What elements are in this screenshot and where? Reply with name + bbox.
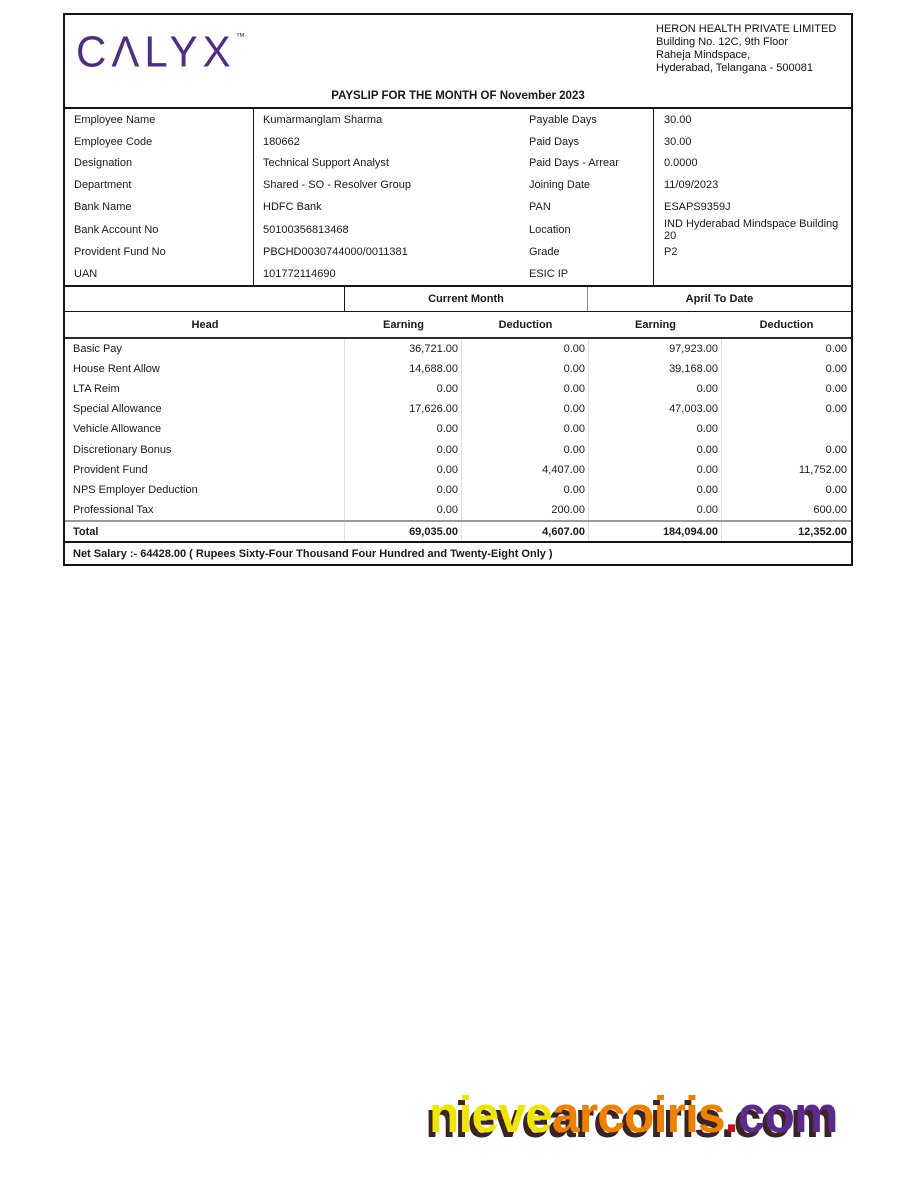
salary-value: 0.00 (462, 399, 589, 419)
info-value: IND Hyderabad Mindspace Building 20 (653, 218, 851, 242)
watermark-dot: . (724, 1086, 738, 1143)
info-value: PBCHD0030744000/0011381 (263, 246, 408, 259)
salary-value: 0.00 (589, 419, 722, 439)
column-header-deduction: Deduction (498, 318, 553, 331)
payslip-header (65, 15, 851, 109)
info-value (653, 263, 851, 285)
group-header-april-to-date: April To Date (685, 293, 754, 305)
salary-value: 4,407.00 (462, 460, 589, 480)
salary-value: 0.00 (462, 440, 589, 460)
salary-value: 0.00 (825, 483, 847, 496)
salary-value: 11,752.00 (798, 463, 847, 476)
table-row (65, 399, 851, 419)
info-label: PAN (529, 200, 551, 213)
salary-value: 0.00 (462, 379, 589, 399)
salary-head: NPS Employer Deduction (65, 480, 345, 500)
salary-value: 0.00 (345, 480, 462, 500)
salary-value: 0.00 (462, 419, 589, 439)
info-row (65, 196, 851, 218)
info-row (65, 218, 851, 242)
salary-value: 0.00 (345, 500, 462, 520)
salary-head: Special Allowance (65, 399, 345, 419)
salary-value: 0.00 (589, 460, 722, 480)
info-value: 0.0000 (653, 152, 851, 174)
salary-value: 0.00 (589, 440, 722, 460)
table-row (65, 440, 851, 460)
salary-value: 0.00 (825, 343, 847, 356)
info-row (65, 152, 851, 174)
net-salary-text: Net Salary :- 64428.00 ( Rupees Sixty-Four Thousand Four Hundred and Twenty-Eight Only ) (73, 547, 553, 560)
salary-head: Discretionary Bonus (65, 440, 345, 460)
info-label: Department (65, 174, 254, 196)
salary-table-body (65, 339, 851, 520)
info-row (65, 263, 851, 285)
table-row (65, 379, 851, 399)
salary-head: Vehicle Allowance (65, 419, 345, 439)
group-header-current-month: Current Month (345, 287, 588, 311)
info-value: Shared - SO - Resolver Group (263, 179, 411, 192)
salary-value: 0.00 (462, 480, 589, 500)
info-value: 30.00 (653, 109, 851, 131)
salary-value: 14,688.00 (345, 359, 462, 379)
info-label: Employee Code (65, 131, 254, 153)
info-value: 180662 (263, 135, 300, 148)
info-value: 11/09/2023 (653, 174, 851, 196)
salary-value: 0.00 (462, 359, 589, 379)
salary-value: 0.00 (345, 419, 462, 439)
table-row (65, 460, 851, 480)
info-row (65, 109, 851, 131)
salary-head: Professional Tax (65, 500, 345, 520)
info-value: 101772114690 (263, 268, 336, 281)
column-header-earning: Earning (635, 318, 676, 331)
info-label: Designation (65, 152, 254, 174)
salary-value: 0.00 (825, 383, 847, 396)
salary-head: Basic Pay (65, 339, 345, 359)
net-salary-row (65, 543, 851, 564)
info-label: Paid Days (529, 135, 580, 148)
site-watermark (429, 1087, 837, 1143)
company-name: HERON HEALTH PRIVATE LIMITED (656, 23, 837, 35)
total-label: Total (65, 522, 345, 541)
calyx-logo-text: CΛLYX (76, 26, 236, 76)
total-row (65, 520, 851, 543)
salary-value: 17,626.00 (345, 399, 462, 419)
total-value: 4,607.00 (462, 522, 589, 541)
table-row (65, 500, 851, 520)
info-label: ESIC IP (529, 268, 569, 281)
salary-value: 200.00 (462, 500, 589, 520)
info-label: Location (529, 223, 571, 236)
table-row (65, 419, 851, 439)
salary-column-headers (65, 312, 851, 339)
salary-value: 36,721.00 (345, 339, 462, 359)
info-label: UAN (65, 263, 254, 285)
group-header-spacer (65, 287, 345, 311)
watermark-part-com: com (737, 1086, 838, 1143)
info-label: Bank Name (65, 196, 254, 218)
salary-value: 0.00 (825, 363, 847, 376)
info-label: Grade (529, 246, 560, 259)
table-row (65, 339, 851, 359)
info-label: Paid Days - Arrear (529, 157, 619, 170)
salary-value: 97,923.00 (589, 339, 722, 359)
info-label: Payable Days (529, 113, 597, 126)
total-value: 184,094.00 (589, 522, 722, 541)
info-value: 50100356813468 (263, 223, 349, 236)
table-row (65, 480, 851, 500)
salary-head: Provident Fund (65, 460, 345, 480)
salary-value: 0.00 (589, 379, 722, 399)
info-value: Technical Support Analyst (263, 157, 389, 170)
total-value: 69,035.00 (345, 522, 462, 541)
watermark-part-arcoiris: arcoiris (551, 1086, 725, 1143)
salary-value: 0.00 (345, 460, 462, 480)
info-value: 30.00 (653, 131, 851, 153)
payslip-title: PAYSLIP FOR THE MONTH OF November 2023 (331, 90, 585, 102)
calyx-logo (76, 26, 245, 76)
salary-value: 0.00 (589, 500, 722, 520)
info-label: Bank Account No (65, 218, 254, 242)
total-value: 12,352.00 (798, 525, 847, 538)
salary-value: 0.00 (825, 403, 847, 416)
salary-value: 0.00 (345, 379, 462, 399)
info-value: P2 (653, 242, 851, 264)
salary-value: 47,003.00 (589, 399, 722, 419)
column-header-head: Head (191, 318, 219, 331)
info-row (65, 242, 851, 264)
salary-value: 600.00 (813, 503, 847, 516)
info-value: HDFC Bank (263, 200, 322, 213)
watermark-part-nieve: nieve (429, 1086, 552, 1143)
salary-value: 0.00 (589, 480, 722, 500)
info-value: Kumarmanglam Sharma (263, 113, 383, 126)
company-address-line: Raheja Mindspace, (656, 49, 751, 61)
employee-info-table (65, 109, 851, 287)
salary-value (722, 419, 851, 439)
info-row (65, 131, 851, 153)
salary-value: 0.00 (462, 339, 589, 359)
info-label: Joining Date (529, 179, 591, 192)
column-header-deduction: Deduction (759, 318, 814, 331)
company-address-block (656, 23, 836, 75)
salary-value: 39,168.00 (589, 359, 722, 379)
salary-head: House Rent Allow (65, 359, 345, 379)
company-address-line: Building No. 12C, 9th Floor (656, 36, 789, 48)
info-label: Employee Name (65, 109, 254, 131)
salary-head: LTA Reim (65, 379, 345, 399)
info-row (65, 174, 851, 196)
trademark-symbol: ™ (235, 31, 245, 42)
column-header-earning: Earning (383, 318, 424, 331)
table-row (65, 359, 851, 379)
info-label: Provident Fund No (65, 242, 254, 264)
salary-value: 0.00 (825, 443, 847, 456)
company-address-line: Hyderabad, Telangana - 500081 (656, 62, 813, 74)
salary-group-header (65, 287, 851, 312)
info-value: ESAPS9359J (653, 196, 851, 218)
salary-value: 0.00 (345, 440, 462, 460)
payslip-document (63, 13, 853, 566)
